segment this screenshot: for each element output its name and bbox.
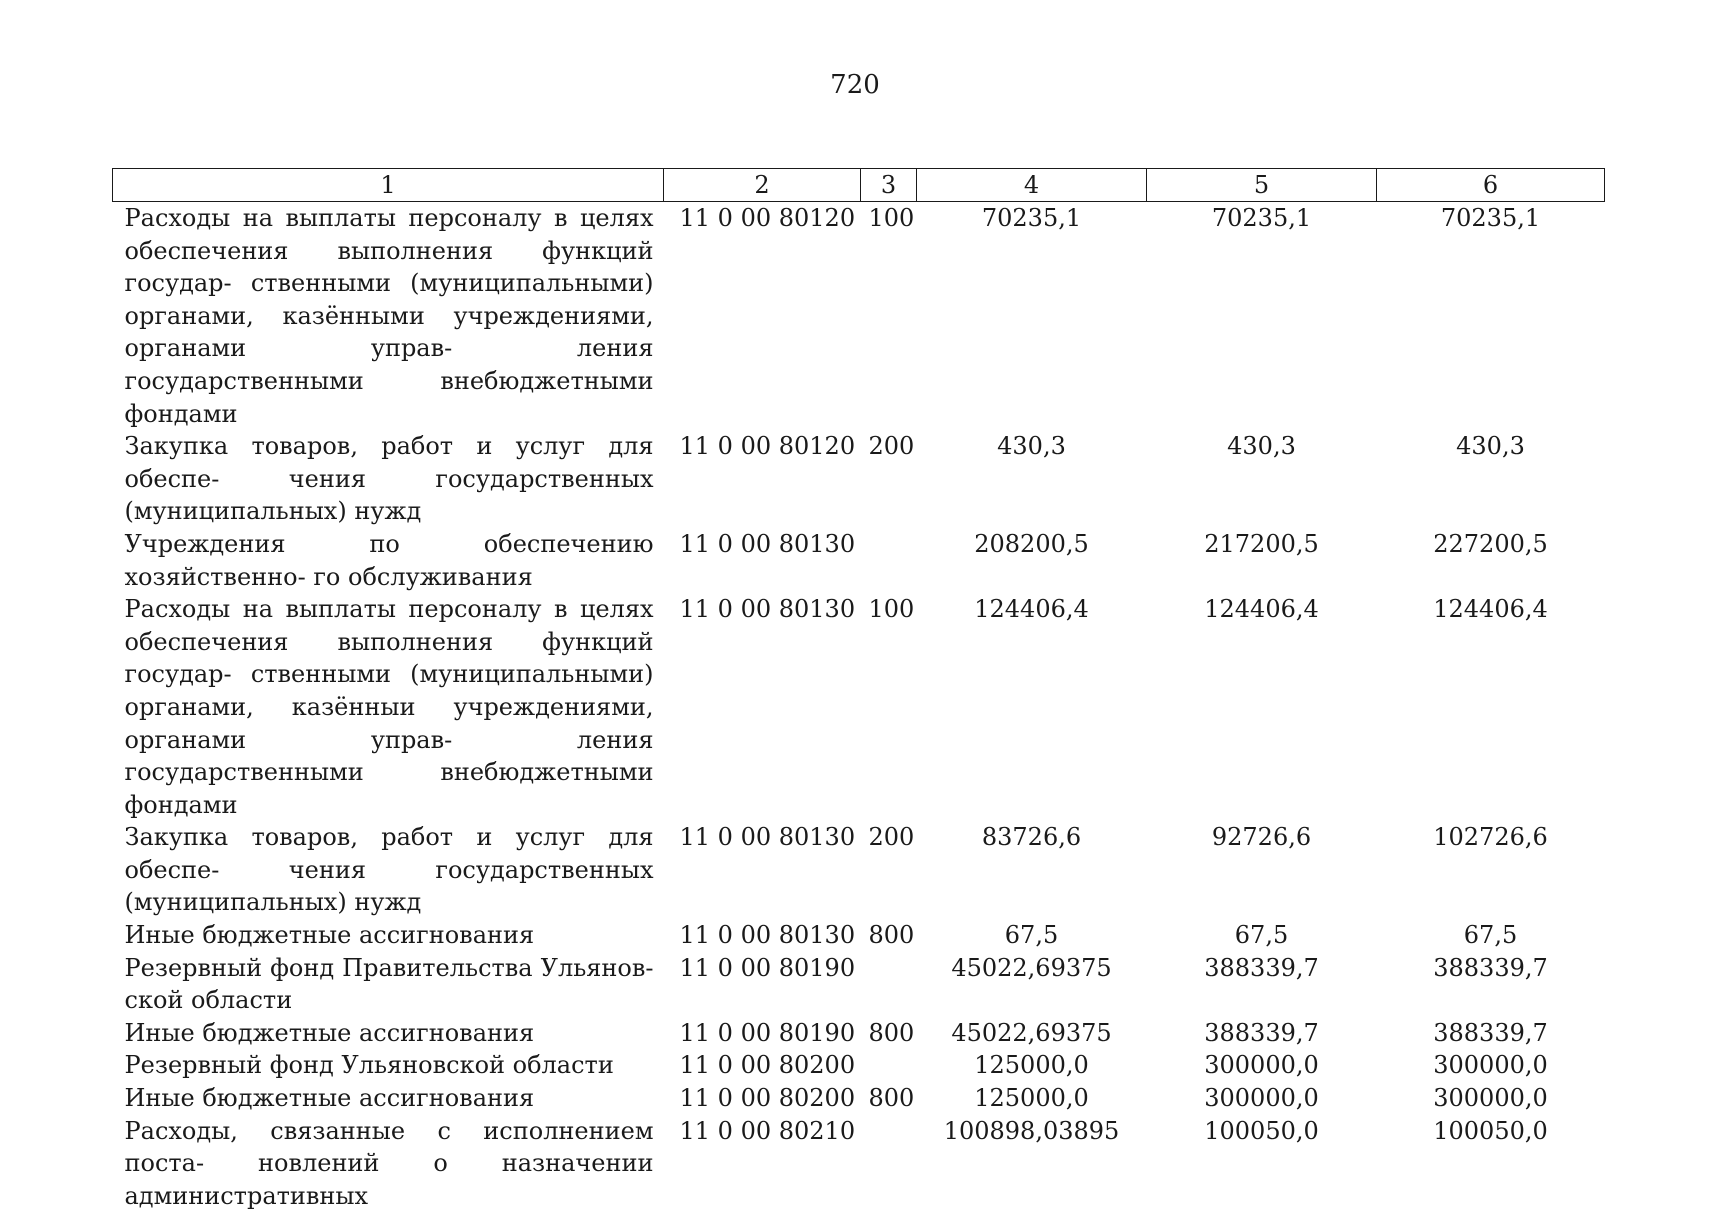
table-row xyxy=(113,1049,1605,1082)
row-value-col4: 430,3 xyxy=(917,430,1147,528)
row-value-col6: 388339,7 xyxy=(1377,1017,1605,1050)
description-line: ления государственными внебюджетными xyxy=(125,334,654,395)
table-row xyxy=(113,528,1605,593)
description-line: обеспечения выполнения функций государ- xyxy=(125,628,654,689)
row-value-col4: 100898,03895 xyxy=(917,1115,1147,1212)
row-expense-type: 800 xyxy=(861,1017,917,1050)
row-code: 11 0 00 80210 xyxy=(664,1115,861,1212)
description-line: го обслуживания xyxy=(313,563,532,591)
description-line: ления государственными внебюджетными xyxy=(125,726,654,787)
row-code: 11 0 00 80130 xyxy=(664,821,861,919)
row-description xyxy=(113,528,664,593)
description-line: Закупка товаров, работ и услуг для обеспе- xyxy=(125,432,654,493)
row-description xyxy=(113,1115,664,1212)
description-line: чения государственных (муниципальных) xyxy=(125,856,654,917)
row-value-col5: 100050,0 xyxy=(1147,1115,1377,1212)
description-line: ственными (муниципальными) органами, xyxy=(125,660,654,721)
row-value-col6: 67,5 xyxy=(1377,919,1605,952)
row-value-col4: 125000,0 xyxy=(917,1082,1147,1115)
page-number: 720 xyxy=(0,68,1710,102)
row-description xyxy=(113,202,664,431)
description-line: Иные бюджетные ассигнования xyxy=(125,1084,535,1112)
row-value-col5: 92726,6 xyxy=(1147,821,1377,919)
description-line: Расходы на выплаты персоналу в целях xyxy=(125,204,654,232)
description-line: чения государственных (муниципальных) xyxy=(125,465,654,526)
description-line: Иные бюджетные ассигнования xyxy=(125,1019,535,1047)
column-header-2: 2 xyxy=(664,169,861,202)
table-row xyxy=(113,1017,1605,1050)
row-value-col6: 100050,0 xyxy=(1377,1115,1605,1212)
row-description xyxy=(113,1049,664,1082)
row-code: 11 0 00 80190 xyxy=(664,952,861,1017)
row-value-col4: 67,5 xyxy=(917,919,1147,952)
row-code: 11 0 00 80130 xyxy=(664,593,861,821)
row-value-col5: 300000,0 xyxy=(1147,1082,1377,1115)
row-expense-type: 200 xyxy=(861,821,917,919)
row-value-col4: 45022,69375 xyxy=(917,1017,1147,1050)
description-line: фондами xyxy=(125,400,238,428)
row-value-col4: 124406,4 xyxy=(917,593,1147,821)
column-header-1: 1 xyxy=(113,169,664,202)
row-value-col4: 45022,69375 xyxy=(917,952,1147,1017)
row-expense-type xyxy=(861,952,917,1017)
row-value-col6: 102726,6 xyxy=(1377,821,1605,919)
row-description xyxy=(113,919,664,952)
row-code: 11 0 00 80130 xyxy=(664,528,861,593)
row-code: 11 0 00 80190 xyxy=(664,1017,861,1050)
row-value-col4: 208200,5 xyxy=(917,528,1147,593)
row-value-col5: 388339,7 xyxy=(1147,952,1377,1017)
description-line: обеспечения выполнения функций государ- xyxy=(125,237,654,298)
row-value-col5: 430,3 xyxy=(1147,430,1377,528)
table-row xyxy=(113,202,1605,431)
row-expense-type: 800 xyxy=(861,919,917,952)
description-line: казённыи учреждениями, органами управ- xyxy=(125,693,654,754)
description-line: ственными (муниципальными) органами, xyxy=(125,269,654,330)
row-value-col5: 67,5 xyxy=(1147,919,1377,952)
table-body xyxy=(113,202,1605,1212)
row-code: 11 0 00 80120 xyxy=(664,202,861,431)
row-value-col6: 430,3 xyxy=(1377,430,1605,528)
table-row xyxy=(113,430,1605,528)
description-line: нужд xyxy=(354,497,421,525)
row-description xyxy=(113,952,664,1017)
description-line: Закупка товаров, работ и услуг для обеспе- xyxy=(125,823,654,884)
row-expense-type xyxy=(861,528,917,593)
row-value-col5: 70235,1 xyxy=(1147,202,1377,431)
row-expense-type: 800 xyxy=(861,1082,917,1115)
row-value-col6: 300000,0 xyxy=(1377,1049,1605,1082)
row-code: 11 0 00 80200 xyxy=(664,1049,861,1082)
row-description xyxy=(113,821,664,919)
column-header-5: 5 xyxy=(1147,169,1377,202)
table-header-row xyxy=(113,169,1605,202)
row-value-col4: 125000,0 xyxy=(917,1049,1147,1082)
row-code: 11 0 00 80200 xyxy=(664,1082,861,1115)
description-line: новлений о назначении административных xyxy=(125,1149,654,1210)
row-expense-type: 200 xyxy=(861,430,917,528)
row-expense-type xyxy=(861,1115,917,1212)
row-description xyxy=(113,1017,664,1050)
row-value-col4: 83726,6 xyxy=(917,821,1147,919)
description-line: Расходы, связанные с исполнением поста- xyxy=(125,1117,654,1178)
description-line: Иные бюджетные ассигнования xyxy=(125,921,535,949)
row-value-col6: 70235,1 xyxy=(1377,202,1605,431)
description-line: Резервный фонд Ульяновской области xyxy=(125,1051,614,1079)
table-row xyxy=(113,952,1605,1017)
row-value-col5: 124406,4 xyxy=(1147,593,1377,821)
row-value-col6: 300000,0 xyxy=(1377,1082,1605,1115)
row-code: 11 0 00 80130 xyxy=(664,919,861,952)
column-header-6: 6 xyxy=(1377,169,1605,202)
row-expense-type: 100 xyxy=(861,202,917,431)
table-row xyxy=(113,1082,1605,1115)
description-line: нужд xyxy=(354,888,421,916)
row-expense-type: 100 xyxy=(861,593,917,821)
row-expense-type xyxy=(861,1049,917,1082)
table-row xyxy=(113,919,1605,952)
row-value-col6: 388339,7 xyxy=(1377,952,1605,1017)
description-line: Учреждения по обеспечению хозяйственно- xyxy=(125,530,654,591)
table-row xyxy=(113,821,1605,919)
table-row xyxy=(113,593,1605,821)
description-line: Расходы на выплаты персоналу в целях xyxy=(125,595,654,623)
row-value-col5: 217200,5 xyxy=(1147,528,1377,593)
row-code: 11 0 00 80120 xyxy=(664,430,861,528)
row-value-col6: 124406,4 xyxy=(1377,593,1605,821)
budget-table xyxy=(112,168,1605,1212)
description-line: ской области xyxy=(125,986,293,1014)
row-value-col5: 388339,7 xyxy=(1147,1017,1377,1050)
row-description xyxy=(113,430,664,528)
row-value-col4: 70235,1 xyxy=(917,202,1147,431)
row-value-col5: 300000,0 xyxy=(1147,1049,1377,1082)
row-value-col6: 227200,5 xyxy=(1377,528,1605,593)
table-row xyxy=(113,1115,1605,1212)
description-line: Резервный фонд Правительства Ульянов- xyxy=(125,954,654,982)
column-header-3: 3 xyxy=(861,169,917,202)
description-line: фондами xyxy=(125,791,238,819)
row-description xyxy=(113,1082,664,1115)
column-header-4: 4 xyxy=(917,169,1147,202)
description-line: казёнными учреждениями, органами управ- xyxy=(125,302,654,363)
row-description xyxy=(113,593,664,821)
